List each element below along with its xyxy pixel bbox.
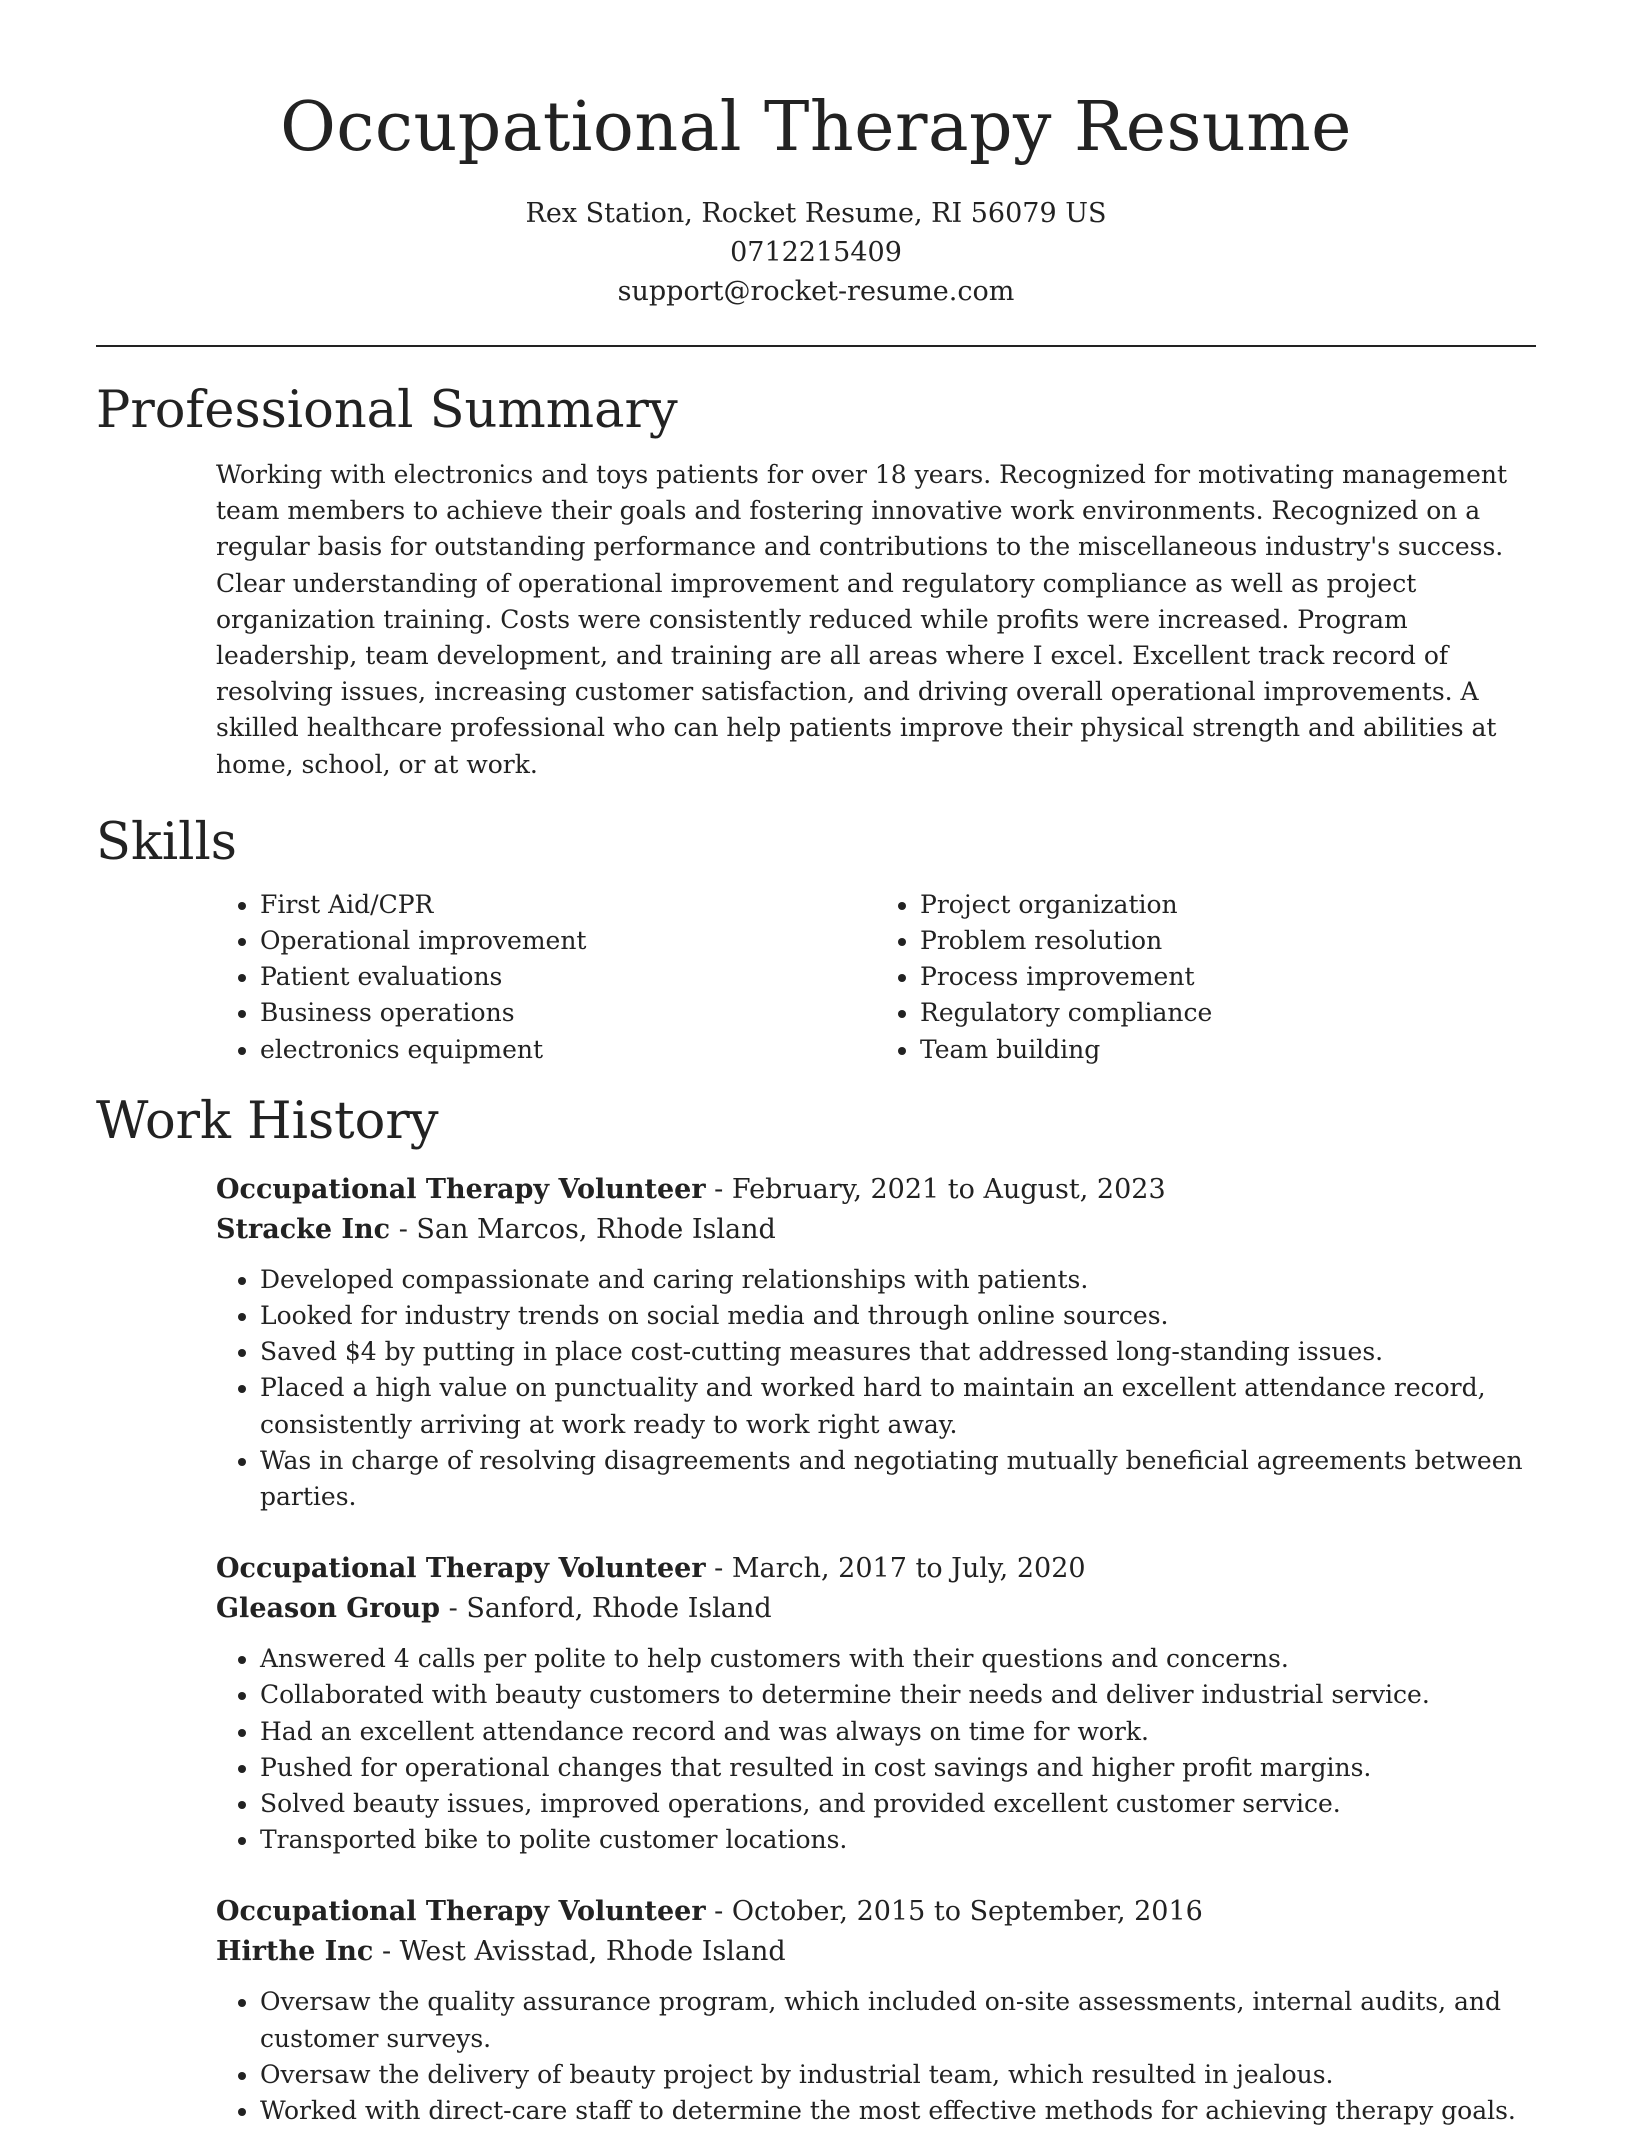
skill-item: • electronics equipment bbox=[260, 1032, 876, 1068]
skill-item: • Project organization bbox=[920, 887, 1536, 923]
resume-header bbox=[96, 0, 1536, 311]
job-location: - Sanford, Rhode Island bbox=[440, 1593, 772, 1625]
job-bullet: • Transported bike to polite customer locations. bbox=[260, 1822, 1536, 1858]
job-location: - West Avisstad, Rhode Island bbox=[373, 1936, 786, 1968]
job-title-line bbox=[216, 1892, 1536, 1932]
job-company-line bbox=[216, 1589, 1536, 1629]
skill-item: • Operational improvement bbox=[260, 923, 876, 959]
job-bullet: • Placed a high value on punctuality and worked hard to maintain an excellent attendance record, consistently arriving at work ready to work right away. bbox=[260, 1370, 1536, 1442]
skills-heading: Skills bbox=[96, 812, 237, 872]
summary-heading: Professional Summary bbox=[96, 381, 678, 440]
job-bullet: • Saved $4 by putting in place cost-cutting measures that addressed long-standing issues. bbox=[260, 1334, 1536, 1370]
job-title-line bbox=[216, 1170, 1536, 1210]
phone: 0712215409 bbox=[730, 237, 902, 268]
work-history-heading: Work History bbox=[96, 1091, 439, 1151]
skill-item: • First Aid/CPR bbox=[260, 887, 876, 923]
job-bullets bbox=[216, 1262, 1536, 1515]
company-name: Hirthe Inc bbox=[216, 1936, 374, 1968]
job-entry bbox=[216, 1170, 1536, 1515]
contact-info bbox=[96, 194, 1536, 311]
job-bullet: • Oversaw the delivery of beauty project by industrial team, which resulted in jealous. bbox=[260, 2057, 1536, 2093]
job-bullet: • Developed compassionate and caring relationships with patients. bbox=[260, 1262, 1536, 1298]
job-dates: - March, 2017 to July, 2020 bbox=[705, 1553, 1086, 1585]
job-title: Occupational Therapy Volunteer bbox=[216, 1553, 706, 1585]
job-bullet: • Answered 4 calls per polite to help customers with their questions and concerns. bbox=[260, 1641, 1536, 1677]
job-bullet: • Had an excellent attendance record and was always on time for work. bbox=[260, 1714, 1536, 1750]
company-name: Gleason Group bbox=[216, 1593, 441, 1625]
job-bullet: • Was in charge of resolving disagreements and negotiating mutually beneficial agreements between parties. bbox=[260, 1443, 1536, 1515]
job-entry bbox=[216, 1549, 1536, 1858]
skill-item: • Team building bbox=[920, 1032, 1536, 1068]
address: Rex Station, Rocket Resume, RI 56079 US bbox=[525, 198, 1107, 229]
skills-column-left bbox=[216, 887, 876, 1068]
skill-item: • Regulatory compliance bbox=[920, 995, 1536, 1031]
resume-title: Occupational Therapy Resume bbox=[280, 88, 1352, 167]
job-dates: - October, 2015 to September, 2016 bbox=[705, 1896, 1203, 1928]
company-name: Stracke Inc bbox=[216, 1213, 391, 1245]
job-title: Occupational Therapy Volunteer bbox=[216, 1896, 706, 1928]
skill-item: • Process improvement bbox=[920, 959, 1536, 995]
job-bullet: • Worked with direct-care staff to determine the most effective methods for achieving therapy goals. bbox=[260, 2093, 1536, 2129]
job-bullet: • Oversaw the quality assurance program, which included on-site assessments, internal audits, and customer surveys. bbox=[260, 1984, 1536, 2056]
job-title: Occupational Therapy Volunteer bbox=[216, 1173, 706, 1205]
job-bullet: • Solved beauty issues, improved operations, and provided excellent customer service. bbox=[260, 1786, 1536, 1822]
skills-list bbox=[216, 887, 1536, 1068]
job-company-line bbox=[216, 1932, 1536, 1972]
job-bullet: • Looked for industry trends on social media and through online sources. bbox=[260, 1298, 1536, 1334]
skill-item: • Business operations bbox=[260, 995, 876, 1031]
job-title-line bbox=[216, 1549, 1536, 1589]
job-bullets bbox=[216, 1641, 1536, 1858]
summary-text: Working with electronics and toys patients for over 18 years. Recognized for motivating management team members to achieve their goals and fostering innovative work environments. Recognized on a regular basis for outstanding performance and contributions to the miscellaneous industry's success. Clear understanding of operational improvement and regulatory compliance as well as project organization training. Costs were consistently reduced while profits were increased. Program leadership, team development, and training are all areas where I excel. Excellent track record of resolving issues, increasing customer satisfaction, and driving overall operational improvements. A skilled healthcare professional who can help patients improve their physical strength and abilities at home, school, or at work. bbox=[216, 460, 1508, 779]
skills-column-right bbox=[876, 887, 1536, 1068]
job-company-line bbox=[216, 1210, 1536, 1250]
job-bullets bbox=[216, 1984, 1536, 2129]
job-bullet: • Collaborated with beauty customers to determine their needs and deliver industrial service. bbox=[260, 1677, 1536, 1713]
job-entry bbox=[216, 1892, 1536, 2129]
email: support@rocket-resume.com bbox=[617, 276, 1015, 307]
skill-item: • Problem resolution bbox=[920, 923, 1536, 959]
job-dates: - February, 2021 to August, 2023 bbox=[705, 1173, 1166, 1205]
job-location: - San Marcos, Rhode Island bbox=[390, 1213, 776, 1245]
job-bullet: • Pushed for operational changes that resulted in cost savings and higher profit margins. bbox=[260, 1750, 1536, 1786]
skill-item: • Patient evaluations bbox=[260, 959, 876, 995]
header-divider bbox=[96, 345, 1536, 347]
